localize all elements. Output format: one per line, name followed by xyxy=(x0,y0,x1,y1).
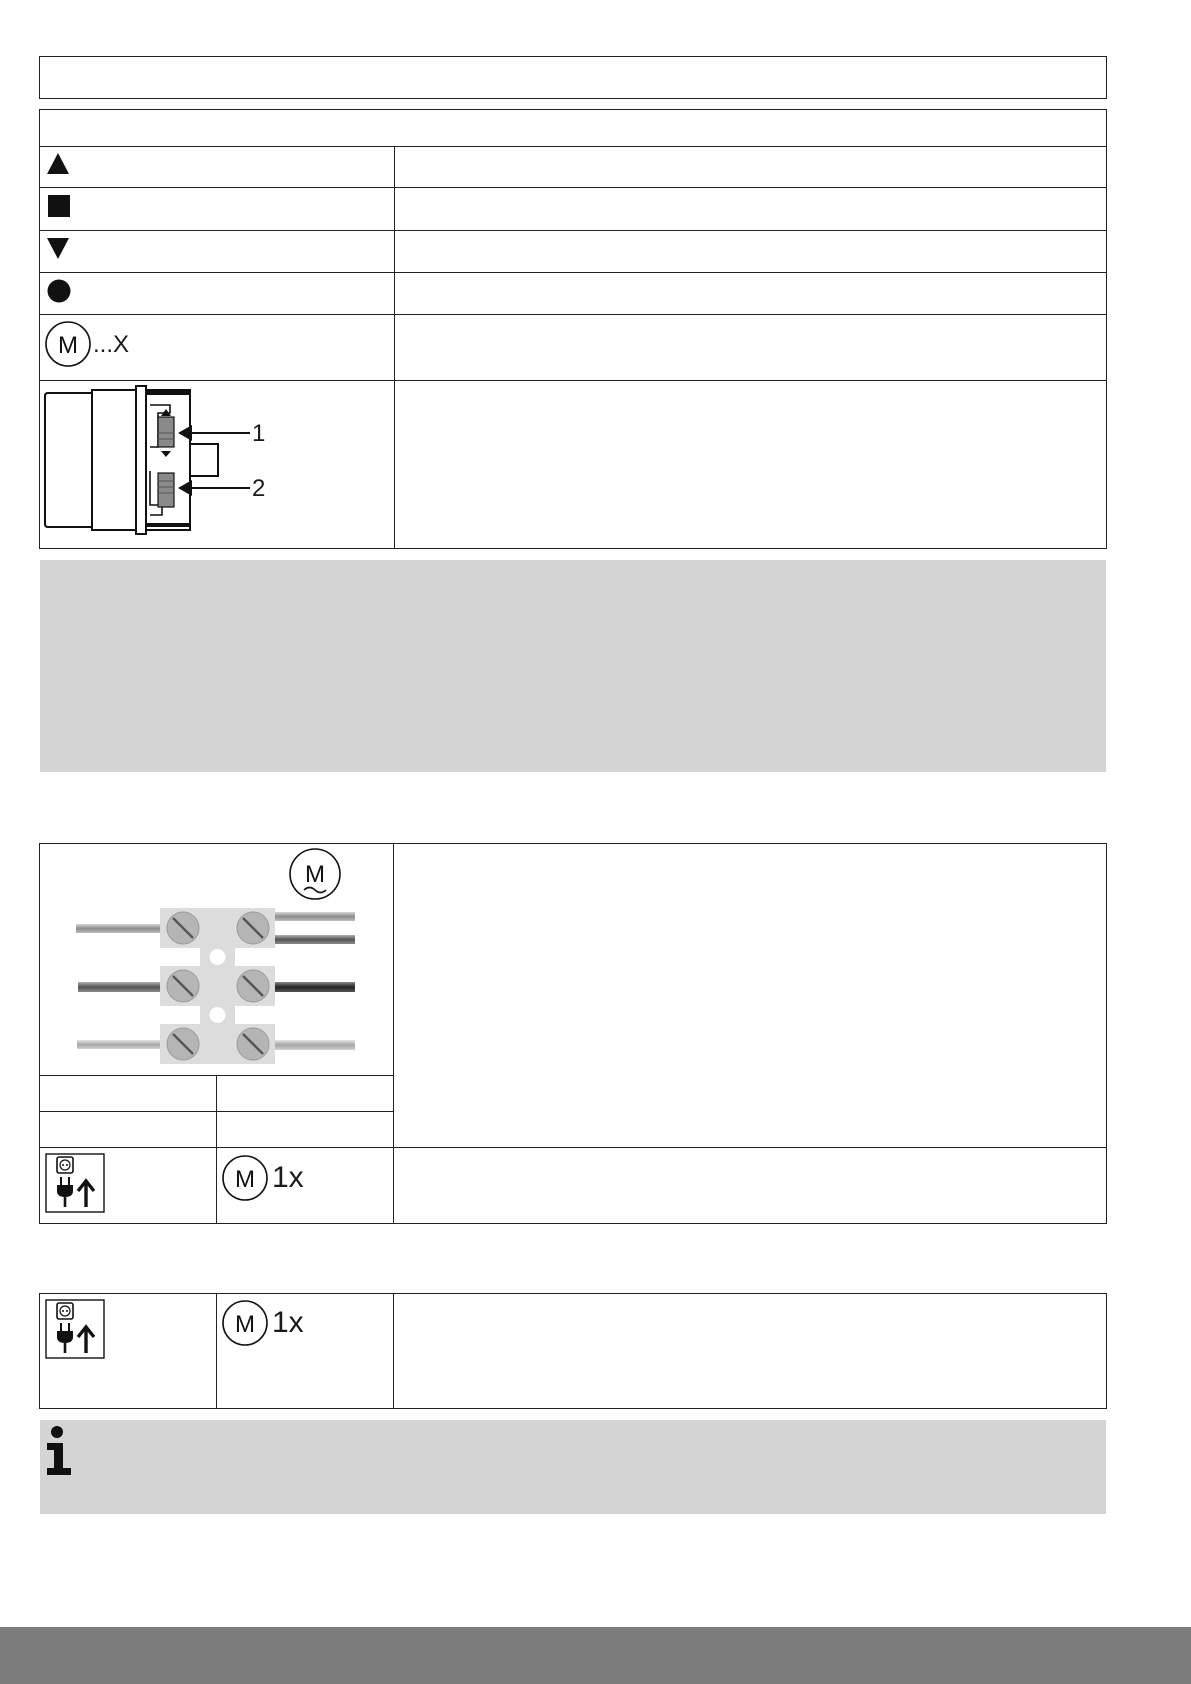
header-box xyxy=(39,56,1107,99)
table-column-divider xyxy=(216,1293,217,1409)
motor-ac-icon xyxy=(290,849,340,899)
motor-letter: M xyxy=(58,332,78,359)
table-row-divider xyxy=(39,314,1107,315)
down-triangle-icon xyxy=(46,237,70,261)
table-row-divider xyxy=(39,380,1107,381)
power-plug-icon xyxy=(45,1299,105,1359)
table-row-divider xyxy=(39,1147,1107,1148)
table-column-divider xyxy=(394,146,395,549)
power-plug-icon xyxy=(45,1153,105,1213)
motor-letter: M xyxy=(235,1311,255,1338)
info-note-block xyxy=(40,1420,1106,1514)
table-column-divider xyxy=(393,1293,394,1409)
callout-1-label: 1 xyxy=(252,420,266,447)
callout-2-label: 2 xyxy=(252,475,266,502)
motor-letter: M xyxy=(235,1166,255,1193)
motor-count-label: 1x xyxy=(272,1161,304,1194)
bullet-circle-icon xyxy=(47,279,71,303)
table-column-divider xyxy=(393,843,394,1224)
motor-icon xyxy=(221,1154,269,1202)
stop-square-icon xyxy=(48,195,72,219)
note-block xyxy=(40,560,1106,772)
table-row-divider xyxy=(39,187,1107,188)
motor-icon xyxy=(45,321,93,369)
table-row-divider xyxy=(39,272,1107,273)
motor-icon xyxy=(221,1299,269,1347)
motor-suffix-label: ...X xyxy=(93,331,130,358)
single-row-table xyxy=(39,1293,1107,1409)
footer-bar xyxy=(0,1627,1191,1684)
switch-diagram xyxy=(44,385,284,537)
motor-count-label: 1x xyxy=(272,1306,304,1339)
table-row-divider xyxy=(39,230,1107,231)
table-column-divider xyxy=(216,1075,217,1224)
terminal-block-illustration xyxy=(70,846,370,1066)
table-row-divider xyxy=(39,146,1107,147)
up-triangle-icon xyxy=(46,152,70,176)
svg-text:M: M xyxy=(305,861,325,888)
info-icon xyxy=(44,1424,76,1478)
